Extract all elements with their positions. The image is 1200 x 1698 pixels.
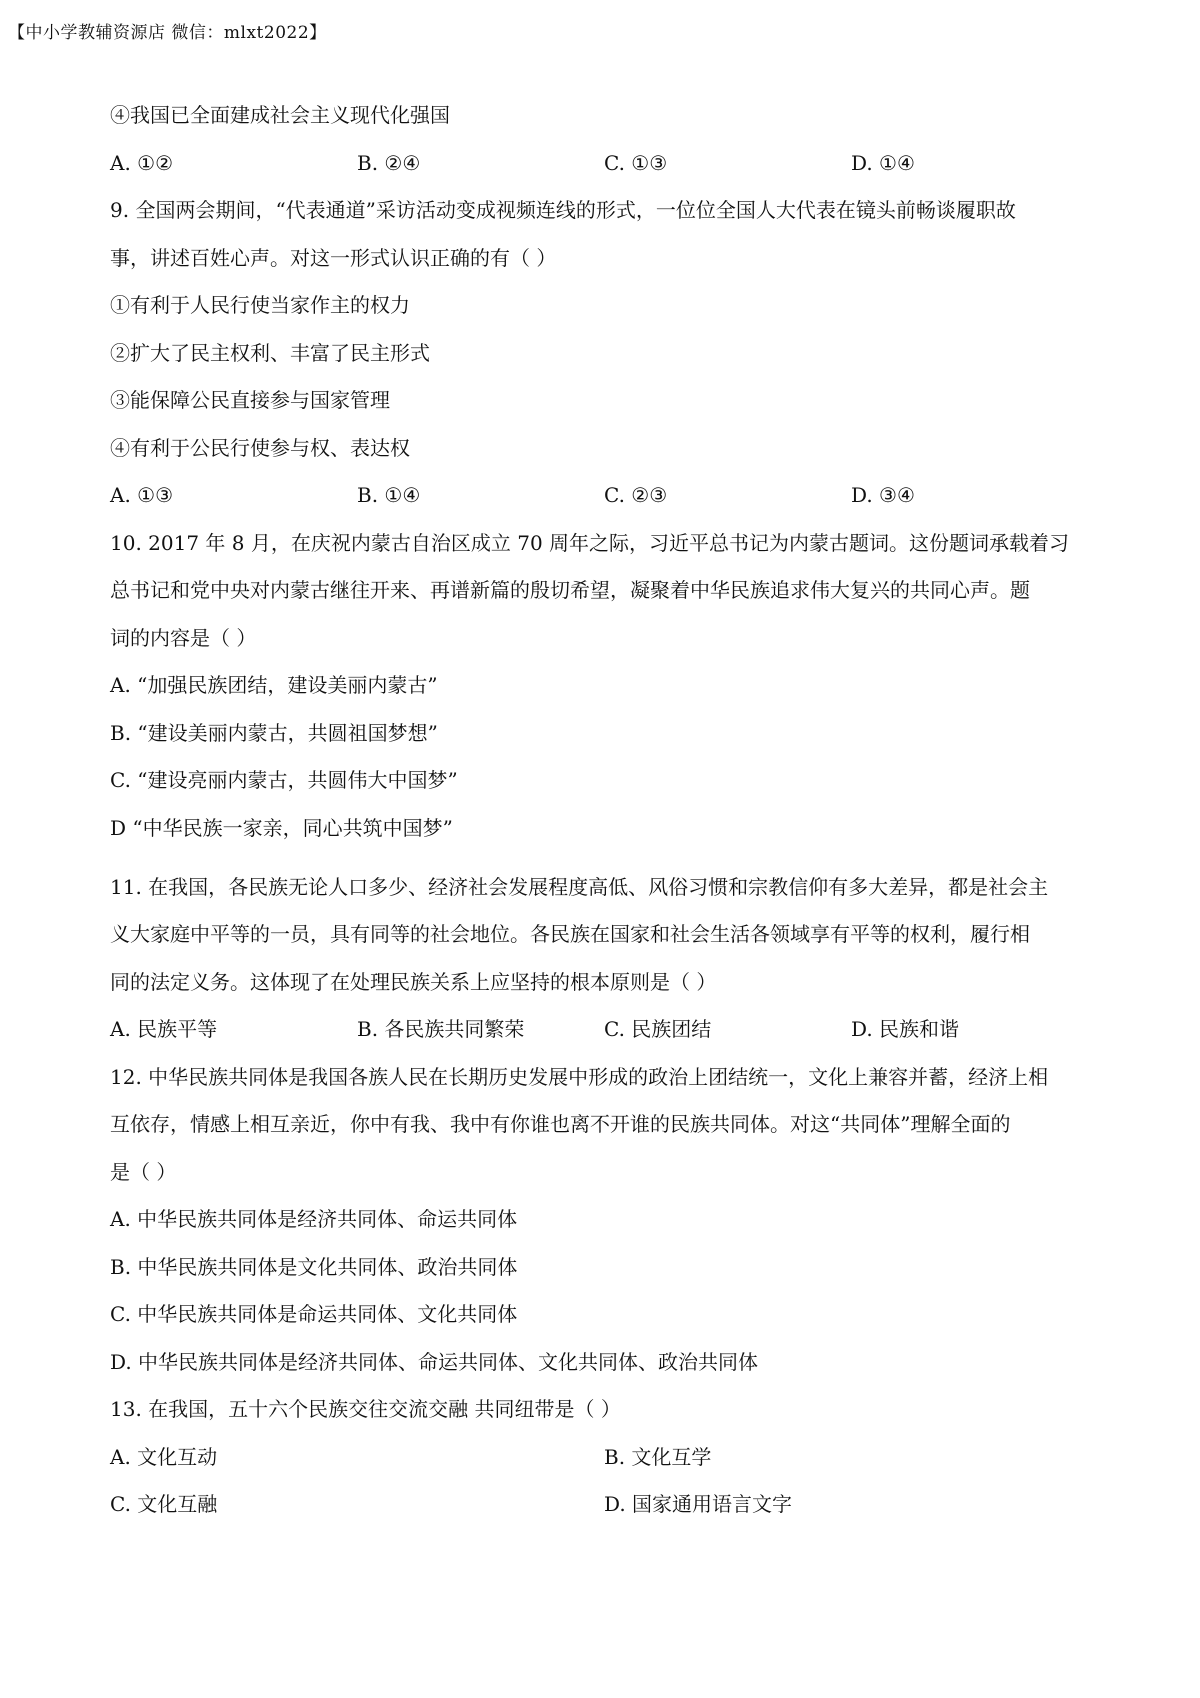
q10-stem-line-2: 总书记和党中央对内蒙古继往开来、再谱新篇的殷切希望，凝聚着中华民族追求伟大复兴的共同心声。题 xyxy=(110,578,1030,602)
q9-stem-line-2: 事，讲述百姓心声。对这一形式认识正确的有（ ） xyxy=(110,245,557,270)
q9-options xyxy=(110,477,1110,525)
q13-options-row-1 xyxy=(110,1439,1110,1487)
q8-statement-4: ④我国已全面建成社会主义现代化强国 xyxy=(110,103,450,127)
q12-stem-line-3: 是（ ） xyxy=(110,1159,177,1184)
q12-option-c: C. 中华民族共同体是命运共同体、文化共同体 xyxy=(110,1302,518,1326)
q13-option-d: D. 国家通用语言文字 xyxy=(604,1492,793,1516)
q8-options xyxy=(110,145,1110,193)
q10-option-c: C. “建设亮丽内蒙古，共圆伟大中国梦” xyxy=(110,768,458,792)
q9-option-b: B. ①④ xyxy=(357,483,421,507)
q9-option-d: D. ③④ xyxy=(851,483,915,507)
q11-option-b: B. 各民族共同繁荣 xyxy=(357,1017,525,1041)
q9-statement-3: ③能保障公民直接参与国家管理 xyxy=(110,388,390,412)
watermark-header: 【中小学教辅资源店 微信：mlxt2022】 xyxy=(8,23,327,43)
q13-option-c: C. 文化互融 xyxy=(110,1492,218,1516)
q8-option-c: C. ①③ xyxy=(604,150,668,175)
q9-statement-1: ①有利于人民行使当家作主的权力 xyxy=(110,293,410,317)
q8-option-a: A. ①② xyxy=(110,150,174,175)
q13-option-a: A. 文化互动 xyxy=(110,1444,218,1469)
q9-statement-2: ②扩大了民主权利、丰富了民主形式 xyxy=(110,340,430,365)
q10-stem-line-3: 词的内容是（ ） xyxy=(110,625,257,650)
q11-option-d: D. 民族和谐 xyxy=(851,1017,960,1041)
q10-option-d: D “中华民族一家亲，同心共筑中国梦” xyxy=(110,815,453,840)
q10-stem-line-1: 10. 2017 年 8 月，在庆祝内蒙古自治区成立 70 周年之际，习近平总书记为内蒙古题词。这份题词承载着习 xyxy=(110,530,1070,555)
q11-option-c: C. 民族团结 xyxy=(604,1017,712,1041)
q9-option-a: A. ①③ xyxy=(110,483,174,507)
q12-option-b: B. 中华民族共同体是文化共同体、政治共同体 xyxy=(110,1254,518,1279)
q11-stem-line-1: 11. 在我国，各民族无论人口多少、经济社会发展程度高低、风俗习惯和宗教信仰有多大差异，都是社会主 xyxy=(110,874,1049,899)
q9-stem-line-1: 9. 全国两会期间，“代表通道”采访活动变成视频连线的形式，一位位全国人大代表在镜头前畅谈履职故 xyxy=(110,198,1016,222)
q9-option-c: C. ②③ xyxy=(604,483,668,507)
q10-option-a: A. “加强民族团结，建设美丽内蒙古” xyxy=(110,673,438,697)
q12-option-d: D. 中华民族共同体是经济共同体、命运共同体、文化共同体、政治共同体 xyxy=(110,1349,759,1374)
q8-option-b: B. ②④ xyxy=(357,150,421,175)
q9-statement-4: ④有利于公民行使参与权、表达权 xyxy=(110,435,410,460)
q12-stem-line-2: 互依存，情感上相互亲近，你中有我、我中有你谁也离不开谁的民族共同体。对这“共同体”理解全面的 xyxy=(110,1112,1011,1136)
q12-stem-line-1: 12. 中华民族共同体是我国各族人民在长期历史发展中形成的政治上团结统一，文化上兼容并蓄，经济上相 xyxy=(110,1064,1049,1089)
question-content xyxy=(110,97,1110,1534)
q12-option-a: A. 中华民族共同体是经济共同体、命运共同体 xyxy=(110,1207,518,1231)
q11-stem-line-3: 同的法定义务。这体现了在处理民族关系上应坚持的根本原则是（ ） xyxy=(110,969,717,994)
q8-option-d: D. ①④ xyxy=(851,150,915,175)
q13-options-row-2 xyxy=(110,1486,1110,1534)
q13-stem: 13. 在我国，五十六个民族交往交流交融 共同纽带是（ ） xyxy=(110,1397,621,1421)
q11-option-a: A. 民族平等 xyxy=(110,1017,218,1041)
q11-stem-line-2: 义大家庭中平等的一员，具有同等的社会地位。各民族在国家和社会生活各领域享有平等的权利，履行相 xyxy=(110,922,1030,946)
q11-options xyxy=(110,1011,1110,1059)
q13-option-b: B. 文化互学 xyxy=(604,1444,712,1469)
q10-option-b: B. “建设美丽内蒙古，共圆祖国梦想” xyxy=(110,720,438,745)
